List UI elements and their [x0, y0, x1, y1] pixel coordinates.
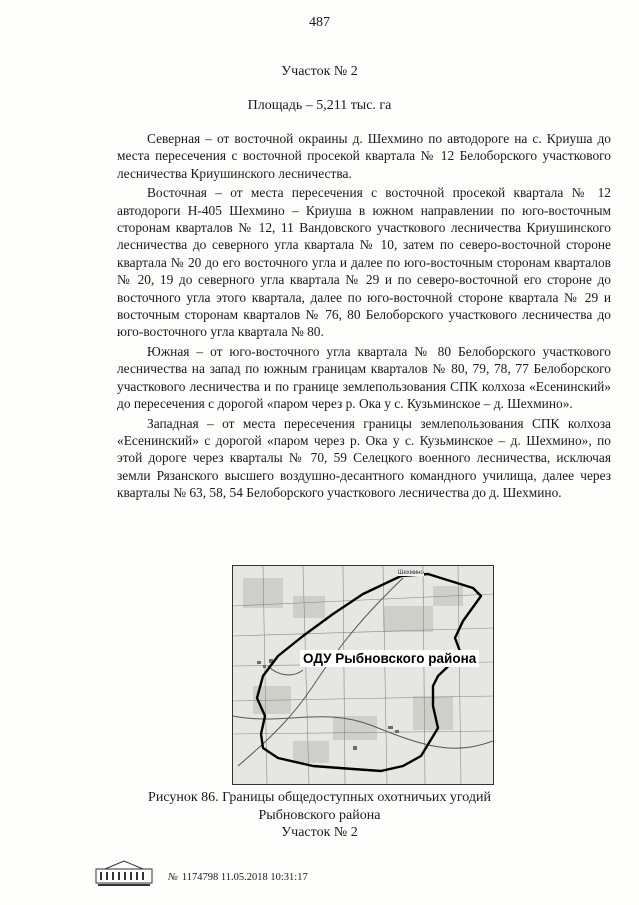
paragraph-west: Западная – от места пересечения границы землепользования СПК колхоза «Есенинский» с дорогой «паром через р. Ока у с. Кузьминское – д. Шехмино», по этой дороге через кварталы № 70, 59 Селецкого военного лесничества, исключая земли Рязанского высшего воздушно-десантного командного училища, далее через кварталы № 63, 58, 54 Белоборского участкового лесничества до д. Шехмино. [117, 415, 611, 501]
map-place-label: Шехмино [398, 570, 424, 576]
caption-line-2: Рыбновского района [258, 807, 381, 823]
document-number [168, 872, 308, 883]
figure-caption [0, 789, 639, 842]
section-area: Площадь – 5,211 тыс. га [247, 98, 392, 113]
paragraph-east: Восточная – от места пересечения с восточной просекой квартала № 12 автодороги Н-405 Шехмино – Криуша в южном направлении по юго-восточным сторонам кварталов № 12, 11 Вандовского участкового лесничества Криушинского лесничества до северного угла квартала № 10, затем по северо-восточной стороне квартала № 20 до его восточного угла и далее по юго-восточным сторонам кварталов № 20, 19 до северного угла квартала № 29 и по северо-восточной его стороне до восточного угла этого квартала, далее по юго-восточной стороне квартала № 29 и восточным сторонам кварталов № 76, 80 Белоборского участкового лесничества до юго-восточного угла квартала № 80. [117, 185, 611, 340]
number-sign: № [168, 872, 178, 883]
caption-line-1: Рисунок 86. Границы общедоступных охотничьих угодий [148, 790, 491, 805]
boundary-map [232, 565, 494, 785]
boundary-description [117, 130, 611, 504]
paragraph-north: Северная – от восточной окраины д. Шехмино по автодороге на с. Криуша до места пересечения с восточной просекой квартала № 12 Белоборского участкового лесничества Криушинского лесничества. [117, 131, 611, 181]
map-graphic [233, 566, 493, 784]
paragraph-south: Южная – от юго-восточного угла квартала № 80 Белоборского участкового лесничества на запад по южным границам кварталов № 80, 79, 78, 77 Белоборского участкового лесничества и по границе землепользования СПК колхоза «Есенинский» до пересечения с дорогой «паром через р. Ока у с. Кузьминское – д. Шехмино». [117, 343, 611, 412]
caption-line-3: Участок № 2 [281, 825, 358, 840]
section-title: Участок № 2 [281, 64, 358, 79]
official-stamp-icon [95, 859, 153, 887]
page-number: 487 [309, 15, 330, 30]
document-number-value: 1174798 11.05.2018 10:31:17 [181, 872, 308, 883]
map-title-label: ОДУ Рыбновского района [300, 650, 479, 667]
